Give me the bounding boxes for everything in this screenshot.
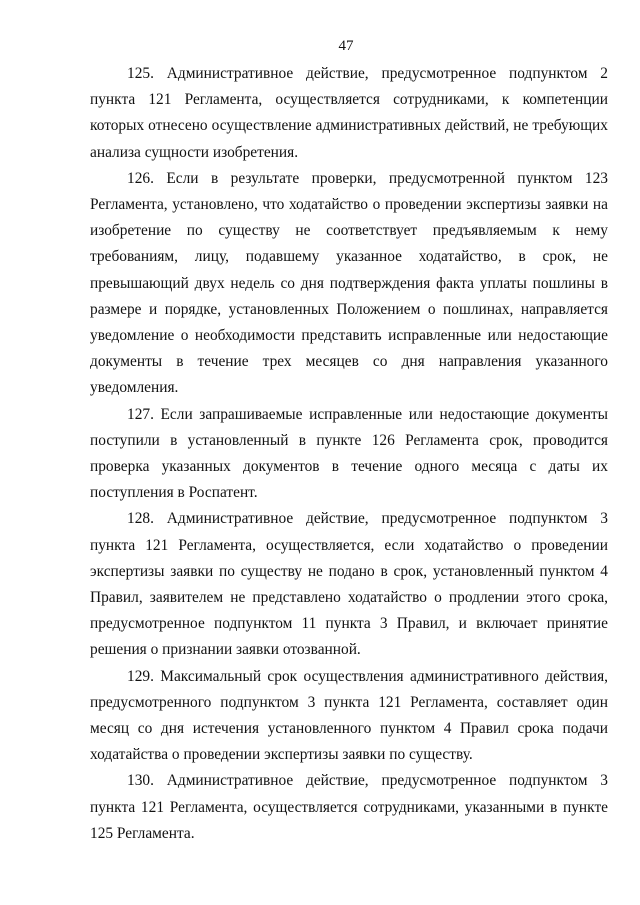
document-body [90,61,608,847]
paragraph-129: 129. Максимальный срок осуществления административного действия, предусмотренного подпунктом 3 пункта 121 Регламента, составляет один месяц со дня истечения установленного пунктом 4 Правил срока подачи ходатайства о проведении экспертизы заявки по существу. [90,667,608,764]
paragraph-130: 130. Административное действие, предусмотренное подпунктом 3 пункта 121 Регламента, осуществляется сотрудниками, указанными в пункте 125 Регламента. [90,772,608,842]
paragraph-128: 128. Административное действие, предусмотренное подпунктом 3 пункта 121 Регламента, осуществляется, если ходатайство о проведении экспертизы заявки по существу не подано в срок, установленный пунктом 4 Правил, заявителем не представлено ходатайство о продлении этого срока, предусмотренное подпунктом 11 пункта 3 Правил, и включает принятие решения о признании заявки отозванной. [90,510,608,659]
paragraph-127: 127. Если запрашиваемые исправленные или недостающие документы поступили в установленный в пункте 126 Регламента срок, проводится проверка указанных документов в течение одного месяца с даты их поступления в Роспатент. [90,405,608,502]
paragraph-126: 126. Если в результате проверки, предусмотренной пунктом 123 Регламента, установлено, что ходатайство о проведении экспертизы заявки на изобретение по существу не соответствует предъявляемым к нему требованиям, лицу, подавшему указанное ходатайство, в срок, не превышающий двух недель со дня подтверждения факта уплаты пошлины в размере и порядке, установленных Положением о пошлинах, направляется уведомление о необходимости представить исправленные или недостающие документы в течение трех месяцев со дня направления указанного уведомления. [90,169,608,397]
paragraph-125: 125. Административное действие, предусмотренное подпунктом 2 пункта 121 Регламента, осуществляется сотрудниками, к компетенции которых отнесено осуществление административных действий, не требующих анализа сущности изобретения. [90,65,608,161]
page-number: 47 [338,38,354,54]
